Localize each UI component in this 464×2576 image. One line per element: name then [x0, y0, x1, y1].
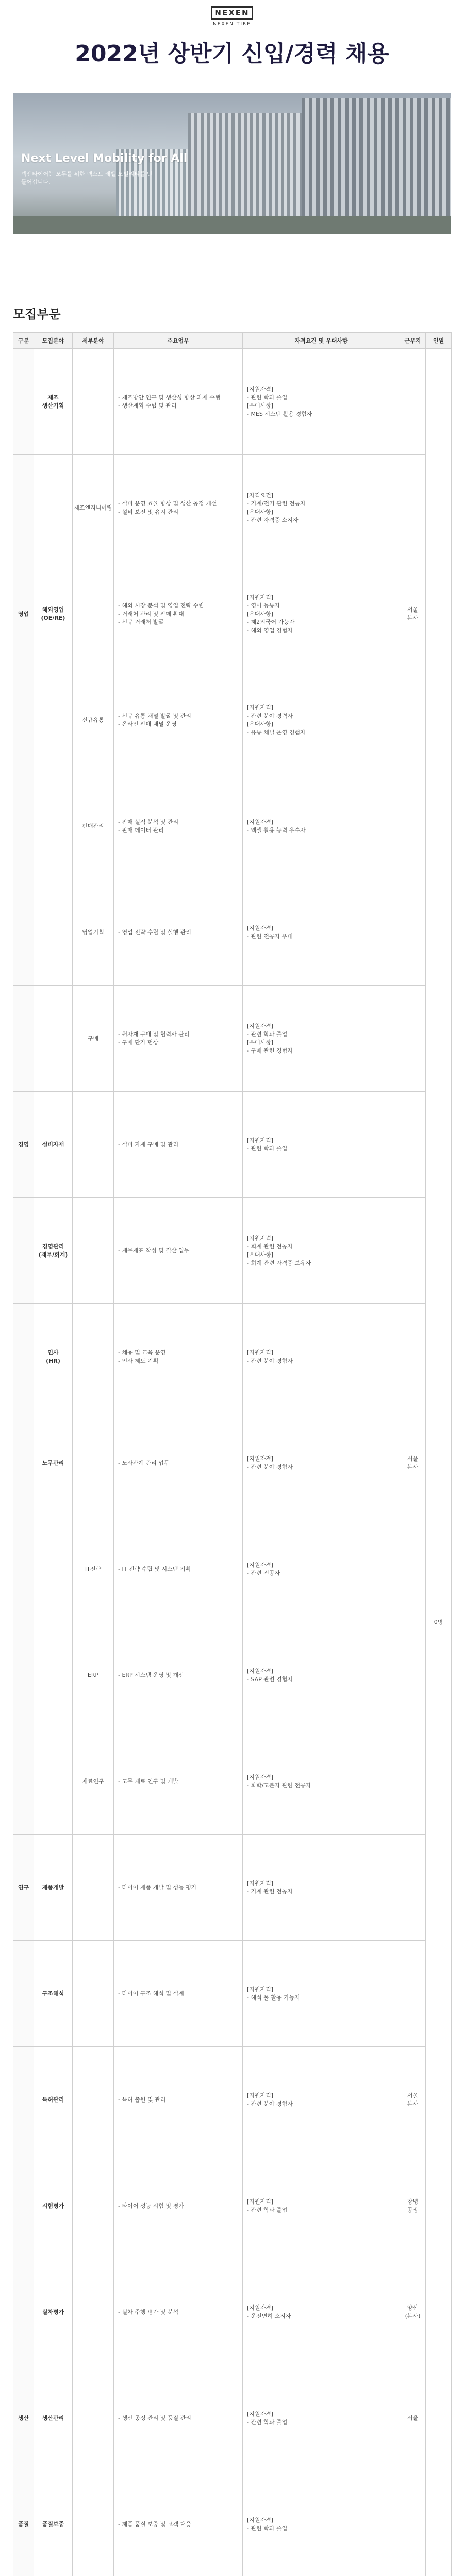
location-cell: 창녕 공장 — [400, 2153, 426, 2259]
subfield-cell — [73, 2047, 114, 2153]
requirement-cell: [지원자격] - 해석 툴 활용 가능자 — [243, 1941, 400, 2047]
division-cell — [13, 1410, 34, 1516]
duty-cell: - 실차 주행 평가 및 분석 — [114, 2259, 243, 2365]
hero-building-image — [188, 113, 307, 232]
requirement-cell: [자격요건] - 기계/전기 관련 전공자 [우대사항] - 관련 자격증 소지자 — [243, 455, 400, 561]
table-row — [13, 2153, 452, 2259]
table-row — [13, 2471, 452, 2576]
field-cell: 해외영업 (OE/RE) — [34, 561, 73, 667]
division-cell — [13, 986, 34, 1092]
duty-cell: - 노사관계 관리 업무 — [114, 1410, 243, 1516]
table-row — [13, 986, 452, 1092]
field-cell — [34, 1728, 73, 1835]
location-cell — [400, 2471, 426, 2576]
table-header-cell: 모집분야 — [34, 333, 73, 349]
division-cell: 생산 — [13, 2365, 34, 2471]
table-row — [13, 1516, 452, 1622]
field-cell: 설비자재 — [34, 1092, 73, 1198]
duty-cell: - 고무 재료 연구 및 개발 — [114, 1728, 243, 1835]
table-row — [13, 1728, 452, 1835]
requirement-cell: [지원자격] - 관련 학과 졸업 — [243, 1092, 400, 1198]
nexen-logo — [209, 6, 255, 27]
field-cell: 제품개발 — [34, 1835, 73, 1941]
duty-cell: - 타이어 구조 해석 및 설계 — [114, 1941, 243, 2047]
duty-cell: - 타이어 제품 개발 및 성능 평가 — [114, 1835, 243, 1941]
table-row — [13, 1622, 452, 1728]
subfield-cell — [73, 2153, 114, 2259]
hero-ground — [13, 216, 451, 234]
headcount-cell: 0명 — [426, 349, 452, 2576]
subfield-cell — [73, 1304, 114, 1410]
location-cell — [400, 1516, 426, 1622]
table-row — [13, 1835, 452, 1941]
division-cell — [13, 1304, 34, 1410]
table-row — [13, 1092, 452, 1198]
logo-mark: NEXEN — [211, 6, 253, 20]
table-row — [13, 561, 452, 667]
location-cell — [400, 1941, 426, 2047]
division-cell: 품질 — [13, 2471, 34, 2576]
table-header-cell: 세부분야 — [73, 333, 114, 349]
hero-building-image — [302, 98, 451, 234]
requirement-cell: [지원자격] - 관련 학과 졸업 — [243, 2153, 400, 2259]
field-cell: 실차평가 — [34, 2259, 73, 2365]
table-header-row — [13, 333, 452, 349]
location-cell — [400, 1198, 426, 1304]
subfield-cell — [73, 1410, 114, 1516]
logo-subtext: NEXEN TIRE — [213, 22, 251, 27]
subfield-cell: 재료연구 — [73, 1728, 114, 1835]
table-row — [13, 879, 452, 986]
field-cell: 시험평가 — [34, 2153, 73, 2259]
requirement-cell: [지원자격] - 기계 관련 전공자 — [243, 1835, 400, 1941]
division-cell: 영업 — [13, 561, 34, 667]
division-cell: 경영 — [13, 1092, 34, 1198]
requirement-cell: [지원자격] - SAP 관련 경험자 — [243, 1622, 400, 1728]
division-cell — [13, 1941, 34, 2047]
requirement-cell: [지원자격] - 관련 전공자 우대 — [243, 879, 400, 986]
location-cell — [400, 879, 426, 986]
subfield-cell — [73, 2259, 114, 2365]
duty-cell: - 신규 유통 채널 발굴 및 관리 - 온라인 판매 채널 운영 — [114, 667, 243, 773]
requirement-cell: [지원자격] - 관련 분야 경험자 — [243, 2047, 400, 2153]
field-cell — [34, 986, 73, 1092]
requirement-cell: [지원자격] - 영어 능통자 [우대사항] - 제2외국어 가능자 - 해외 영업 경험자 — [243, 561, 400, 667]
field-cell — [34, 879, 73, 986]
field-cell — [34, 1622, 73, 1728]
subfield-cell: 판매관리 — [73, 773, 114, 879]
field-cell: 생산관리 — [34, 2365, 73, 2471]
table-header-cell: 인원 — [426, 333, 452, 349]
duty-cell: - 원자재 구매 및 협력사 관리 - 구매 단가 협상 — [114, 986, 243, 1092]
subfield-cell: IT전략 — [73, 1516, 114, 1622]
table-header-cell: 근무지 — [400, 333, 426, 349]
division-cell — [13, 2153, 34, 2259]
table-header-cell: 주요업무 — [114, 333, 243, 349]
hero-tagline: Next Level Mobility for All — [21, 152, 188, 165]
hero-banner — [13, 93, 451, 234]
subfield-cell: 신규유통 — [73, 667, 114, 773]
duty-cell: - ERP 시스템 운영 및 개선 — [114, 1622, 243, 1728]
duty-cell: - 재무제표 작성 및 결산 업무 — [114, 1198, 243, 1304]
requirement-cell: [지원자격] - 관련 분야 경력자 [우대사항] - 유통 채널 운영 경험자 — [243, 667, 400, 773]
table-row — [13, 2259, 452, 2365]
location-cell — [400, 1092, 426, 1198]
division-cell — [13, 455, 34, 561]
division-cell — [13, 1622, 34, 1728]
location-cell — [400, 986, 426, 1092]
section-title-recruit: 모집부문 — [13, 307, 61, 321]
page-header — [0, 0, 464, 77]
table-row — [13, 1941, 452, 2047]
division-cell — [13, 667, 34, 773]
hero-subtext: 넥센타이어는 모두를 위한 넥스트 레벨 모빌리티를 만들어갑니다. — [21, 171, 153, 185]
field-cell: 경영관리 (재무/회계) — [34, 1198, 73, 1304]
location-cell: 서울 본사 — [400, 561, 426, 667]
subfield-cell — [73, 561, 114, 667]
division-cell — [13, 1198, 34, 1304]
location-cell: 서울 — [400, 2365, 426, 2471]
duty-cell: - 제조방안 연구 및 생산성 향상 과제 수행 - 생산계획 수립 및 관리 — [114, 349, 243, 455]
requirement-cell: [지원자격] - 관련 학과 졸업 [우대사항] - MES 시스템 활용 경험자 — [243, 349, 400, 455]
division-cell — [13, 349, 34, 455]
page-title: 2022년 상반기 신입/경력 채용 — [75, 41, 389, 67]
subfield-cell — [73, 349, 114, 455]
duty-cell: - IT 전략 수립 및 시스템 기획 — [114, 1516, 243, 1622]
duty-cell: - 판매 실적 분석 및 관리 - 판매 데이터 관리 — [114, 773, 243, 879]
subfield-cell — [73, 1092, 114, 1198]
location-cell — [400, 667, 426, 773]
table-row — [13, 773, 452, 879]
duty-cell: - 채용 및 교육 운영 - 인사 제도 기획 — [114, 1304, 243, 1410]
duty-cell: - 특허 출원 및 관리 — [114, 2047, 243, 2153]
field-cell: 인사 (HR) — [34, 1304, 73, 1410]
location-cell — [400, 773, 426, 879]
location-cell — [400, 1728, 426, 1835]
subfield-cell — [73, 2471, 114, 2576]
field-cell — [34, 667, 73, 773]
division-cell — [13, 2047, 34, 2153]
subfield-cell: 구매 — [73, 986, 114, 1092]
table-row — [13, 349, 452, 455]
duty-cell: - 설비 자재 구매 및 관리 — [114, 1092, 243, 1198]
table-row — [13, 1304, 452, 1410]
division-cell — [13, 773, 34, 879]
table-row — [13, 1410, 452, 1516]
subfield-cell — [73, 1941, 114, 2047]
requirement-cell: [지원자격] - 관련 학과 졸업 [우대사항] - 구매 관련 경험자 — [243, 986, 400, 1092]
location-cell — [400, 1835, 426, 1941]
duty-cell: - 생산 공정 관리 및 품질 관리 — [114, 2365, 243, 2471]
table-row — [13, 2365, 452, 2471]
requirement-cell: [지원자격] - 관련 분야 경험자 — [243, 1304, 400, 1410]
duty-cell: - 설비 운영 효율 향상 및 생산 공정 개선 - 설비 보전 및 유지 관리 — [114, 455, 243, 561]
field-cell: 구조해석 — [34, 1941, 73, 2047]
field-cell — [34, 773, 73, 879]
subfield-cell: 영업기획 — [73, 879, 114, 986]
table-row — [13, 455, 452, 561]
requirement-cell: [지원자격] - 관련 학과 졸업 — [243, 2365, 400, 2471]
requirement-cell: [지원자격] - 관련 분야 경험자 — [243, 1410, 400, 1516]
subfield-cell — [73, 1835, 114, 1941]
subfield-cell: ERP — [73, 1622, 114, 1728]
location-cell: 양산 (본사) — [400, 2259, 426, 2365]
location-cell: 서울 본사 — [400, 1410, 426, 1516]
table-row — [13, 667, 452, 773]
division-cell — [13, 879, 34, 986]
location-cell — [400, 349, 426, 455]
requirement-cell: [지원자격] - 운전면허 소지자 — [243, 2259, 400, 2365]
field-cell: 특허관리 — [34, 2047, 73, 2153]
location-cell: 서울 본사 — [400, 2047, 426, 2153]
recruitment-table — [13, 332, 452, 2576]
location-cell — [400, 1304, 426, 1410]
requirement-cell: [지원자격] - 화학/고분자 관련 전공자 — [243, 1728, 400, 1835]
division-cell — [13, 1516, 34, 1622]
field-cell: 제조 생산기획 — [34, 349, 73, 455]
division-cell — [13, 1728, 34, 1835]
division-cell: 연구 — [13, 1835, 34, 1941]
duty-cell: - 해외 시장 분석 및 영업 전략 수립 - 거래처 관리 및 판매 확대 - 신규 거래처 발굴 — [114, 561, 243, 667]
duty-cell: - 제품 품질 보증 및 고객 대응 — [114, 2471, 243, 2576]
subfield-cell: 제조엔지니어링 — [73, 455, 114, 561]
location-cell — [400, 1622, 426, 1728]
field-cell — [34, 455, 73, 561]
division-cell — [13, 2259, 34, 2365]
requirement-cell: [지원자격] - 엑셀 활용 능력 우수자 — [243, 773, 400, 879]
subfield-cell — [73, 2365, 114, 2471]
field-cell: 품질보증 — [34, 2471, 73, 2576]
table-header-cell: 구분 — [13, 333, 34, 349]
duty-cell: - 영업 전략 수립 및 실행 관리 — [114, 879, 243, 986]
subfield-cell — [73, 1198, 114, 1304]
location-cell — [400, 455, 426, 561]
field-cell: 노무관리 — [34, 1410, 73, 1516]
duty-cell: - 타이어 성능 시험 및 평가 — [114, 2153, 243, 2259]
table-row — [13, 2047, 452, 2153]
table-row — [13, 1198, 452, 1304]
field-cell — [34, 1516, 73, 1622]
requirement-cell: [지원자격] - 회계 관련 전공자 [우대사항] - 회계 관련 자격증 보유자 — [243, 1198, 400, 1304]
table-header-cell: 자격요건 및 우대사항 — [243, 333, 400, 349]
requirement-cell: [지원자격] - 관련 학과 졸업 — [243, 2471, 400, 2576]
requirement-cell: [지원자격] - 관련 전공자 — [243, 1516, 400, 1622]
